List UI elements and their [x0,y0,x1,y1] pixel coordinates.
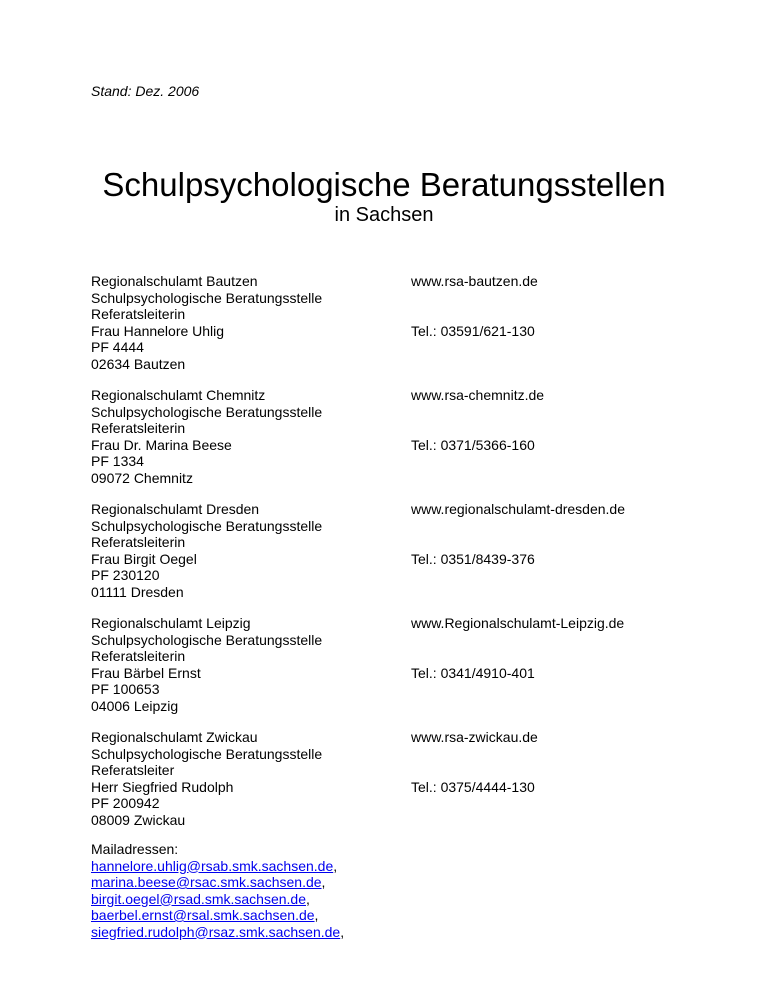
office-pf: PF 4444 [91,339,144,355]
office-address [91,387,401,486]
page-title: Schulpsychologische Beratungsstellen [102,166,666,203]
office-website: www.regionalschulamt-dresden.de [411,501,625,517]
office-dresden [91,501,701,603]
office-person: Frau Dr. Marina Beese [91,436,232,453]
office-role: Referatsleiter [91,762,175,778]
office-role: Referatsleiterin [91,420,186,436]
mail-link-beese[interactable]: marina.beese@rsac.smk.sachsen.de [91,874,322,890]
office-unit: Schulpsychologische Beratungsstelle [91,745,323,762]
office-phone: Tel.: 0351/8439-376 [411,550,535,567]
office-person: Frau Birgit Oegel [91,550,197,567]
office-address [91,501,401,600]
office-city: 02634 Bautzen [91,355,186,372]
mail-link-rudolph[interactable]: siegfried.rudolph@rsaz.smk.sachsen.de [91,923,341,940]
office-city: 01111 Dresden [91,583,184,600]
office-unit: Schulpsychologische Beratungsstelle [91,289,323,306]
office-phone: Tel.: 0375/4444-130 [411,778,535,795]
office-person: Herr Siegfried Rudolph [91,778,234,795]
office-unit: Schulpsychologische Beratungsstelle [91,517,323,534]
office-pf: PF 1334 [91,453,144,469]
office-role: Referatsleiterin [91,534,186,550]
office-name: Regionalschulamt Leipzig [91,615,251,631]
office-person: Frau Bärbel Ernst [91,664,201,681]
office-address [91,273,401,372]
office-leipzig [91,615,701,717]
office-website: www.rsa-chemnitz.de [411,387,545,403]
revision-date: Stand: Dez. 2006 [91,83,200,99]
office-pf: PF 100653 [91,681,160,697]
mail-line [91,891,344,908]
office-bautzen [91,273,701,375]
office-zwickau [91,729,701,831]
office-role: Referatsleiterin [91,648,186,664]
mail-link-uhlig[interactable]: hannelore.uhlig@rsab.smk.sachsen.de [91,857,334,874]
office-chemnitz [91,387,701,489]
office-phone: Tel.: 0341/4910-401 [411,664,535,681]
office-website: www.Regionalschulamt-Leipzig.de [411,615,625,631]
page-subtitle: in Sachsen [334,204,434,226]
mail-line [91,858,344,875]
mail-separator: , [305,890,310,907]
mail-separator: , [333,857,338,874]
mail-line [91,907,344,924]
mail-line [91,924,344,941]
office-unit: Schulpsychologische Beratungsstelle [91,631,323,648]
mail-separator: , [340,923,345,940]
office-city: 09072 Chemnitz [91,469,193,486]
mail-separator: , [321,874,326,890]
mail-link-oegel[interactable]: birgit.oegel@rsad.smk.sachsen.de [91,890,306,907]
office-name: Regionalschulamt Dresden [91,501,260,517]
office-website: www.rsa-bautzen.de [411,273,538,289]
mail-label: Mailadressen: [91,841,179,857]
office-address [91,729,401,828]
office-website: www.rsa-zwickau.de [411,729,538,745]
office-pf: PF 200942 [91,795,160,811]
office-name: Regionalschulamt Zwickau [91,729,258,745]
mail-addresses [91,841,344,940]
office-person: Frau Hannelore Uhlig [91,322,225,339]
mail-link-ernst[interactable]: baerbel.ernst@rsal.smk.sachsen.de [91,907,315,923]
mail-line [91,874,344,891]
office-unit: Schulpsychologische Beratungsstelle [91,403,323,420]
office-address [91,615,401,714]
office-name: Regionalschulamt Bautzen [91,273,258,289]
office-role: Referatsleiterin [91,306,186,322]
office-city: 04006 Leipzig [91,697,179,714]
office-phone: Tel.: 03591/621-130 [411,322,535,339]
office-pf: PF 230120 [91,567,160,583]
office-phone: Tel.: 0371/5366-160 [411,436,535,453]
office-name: Regionalschulamt Chemnitz [91,387,266,403]
office-city: 08009 Zwickau [91,811,186,828]
mail-separator: , [314,907,319,923]
